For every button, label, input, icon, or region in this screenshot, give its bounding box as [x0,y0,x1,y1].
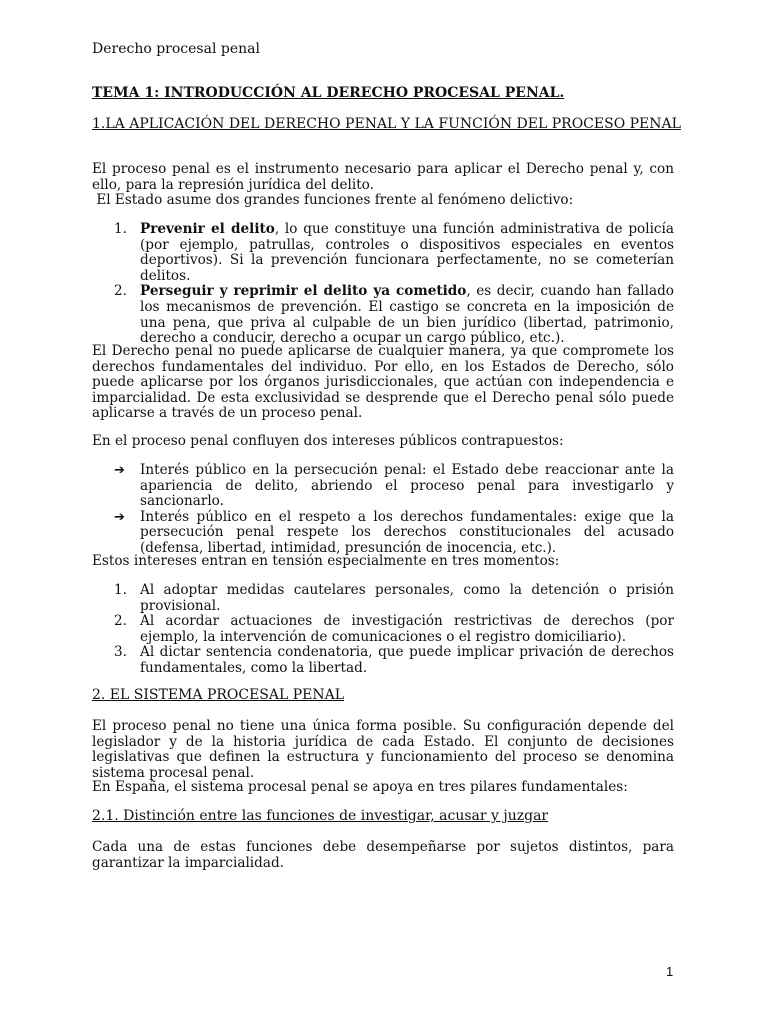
interests-list [92,463,674,557]
section-1-paragraph-5: Estos intereses entran en tensión especialmente en tres momentos: [92,553,560,569]
section-2-paragraph-2: En España, el sistema procesal penal se apoya en tres pilares fundamentales: [92,779,628,795]
running-header: Derecho procesal penal [92,41,260,57]
list-number: 3. [114,644,127,661]
list-item [92,222,674,284]
section-1-paragraph-1: El proceso penal es el instrumento necesario para aplicar el Derecho penal y, con ello, para la represión jurídica del delito. [92,161,674,193]
list-item [92,284,674,346]
interest-text: Interés público en la persecución penal: el Estado debe reaccionar ante la apariencia de delito, abriendo el proceso penal para investigarlo y sancionarlo. [140,462,674,510]
functions-list [92,222,674,347]
function-description: , lo que constituye una función administrativa de policía (por ejemplo, patrullas, controles o dispositivos especiales en eventos deportivos). Si la prevención funcionara perfectamente, no se cometerían delitos. [140,221,674,284]
section-2-paragraph-3: Cada una de estas funciones debe desempeñarse por sujetos distintos, para garantizar la imparcialidad. [92,839,674,871]
list-item [92,645,674,676]
moment-text: Al dictar sentencia condenatoria, que puede implicar privación de derechos fundamentales, como la libertad. [140,644,674,676]
section-2-heading: 2. EL SISTEMA PROCESAL PENAL [92,687,345,703]
list-item [92,614,674,645]
section-1-paragraph-3: El Derecho penal no puede aplicarse de cualquier manera, ya que compromete los derechos fundamentales del individuo. Por ello, en los Estados de Derecho, sólo puede aplicarse por los órganos jurisdiccionales, que actúan con independencia e imparcialidad. De esta exclusividad se desprende que el Derecho penal sólo puede aplicarse a través de un proceso penal. [92,343,674,422]
section-2-paragraph-1: El proceso penal no tiene una única forma posible. Su configuración depende del legislador y de la historia jurídica de cada Estado. El conjunto de decisiones legislativas que definen la estructura y funcionamiento del proceso se denomina sistema procesal penal. [92,718,674,781]
list-number: 1. [114,221,127,237]
moment-text: Al acordar actuaciones de investigación restrictivas de derechos (por ejemplo, la intervención de comunicaciones o el registro domiciliario). [140,613,674,645]
list-number: 2. [114,613,127,630]
section-1-paragraph-4: En el proceso penal confluyen dos intereses públicos contrapuestos: [92,433,564,449]
moments-list [92,583,674,677]
list-item [92,463,674,510]
arrow-right-icon: ➔ [114,463,125,478]
list-number: 2. [114,283,127,300]
chapter-title: TEMA 1: INTRODUCCIÓN AL DERECHO PROCESAL PENAL. [92,85,565,101]
function-term: Perseguir y reprimir el delito ya cometido [140,283,467,300]
arrow-right-icon: ➔ [114,509,125,525]
function-term: Prevenir el delito [140,221,275,237]
function-description: , es decir, cuando han fallado los mecanismos de prevención. El castigo se concreta en la imposición de una pena, que priva al culpable de un bien jurídico (libertad, patrimonio, derecho a conducir, derecho a ocupar un cargo público, etc.). [140,283,674,347]
list-item [92,583,674,614]
list-number: 1. [114,582,127,598]
page-number: 1 [666,964,674,979]
section-1-paragraph-2: El Estado asume dos grandes funciones frente al fenómeno delictivo: [92,192,574,208]
list-item [92,510,674,557]
interest-text: Interés público en el respeto a los derechos fundamentales: exige que la persecución penal respete los derechos constitucionales del acusado (defensa, libertad, intimidad, presunción de inocencia, etc.). [140,508,674,556]
moment-text: Al adoptar medidas cautelares personales, como la detención o prisión provisional. [140,582,674,614]
section-1-heading: 1.LA APLICACIÓN DEL DERECHO PENAL Y LA FUNCIÓN DEL PROCESO PENAL [92,116,681,132]
subsection-heading: 2.1. Distinción entre las funciones de investigar, acusar y juzgar [92,808,549,824]
